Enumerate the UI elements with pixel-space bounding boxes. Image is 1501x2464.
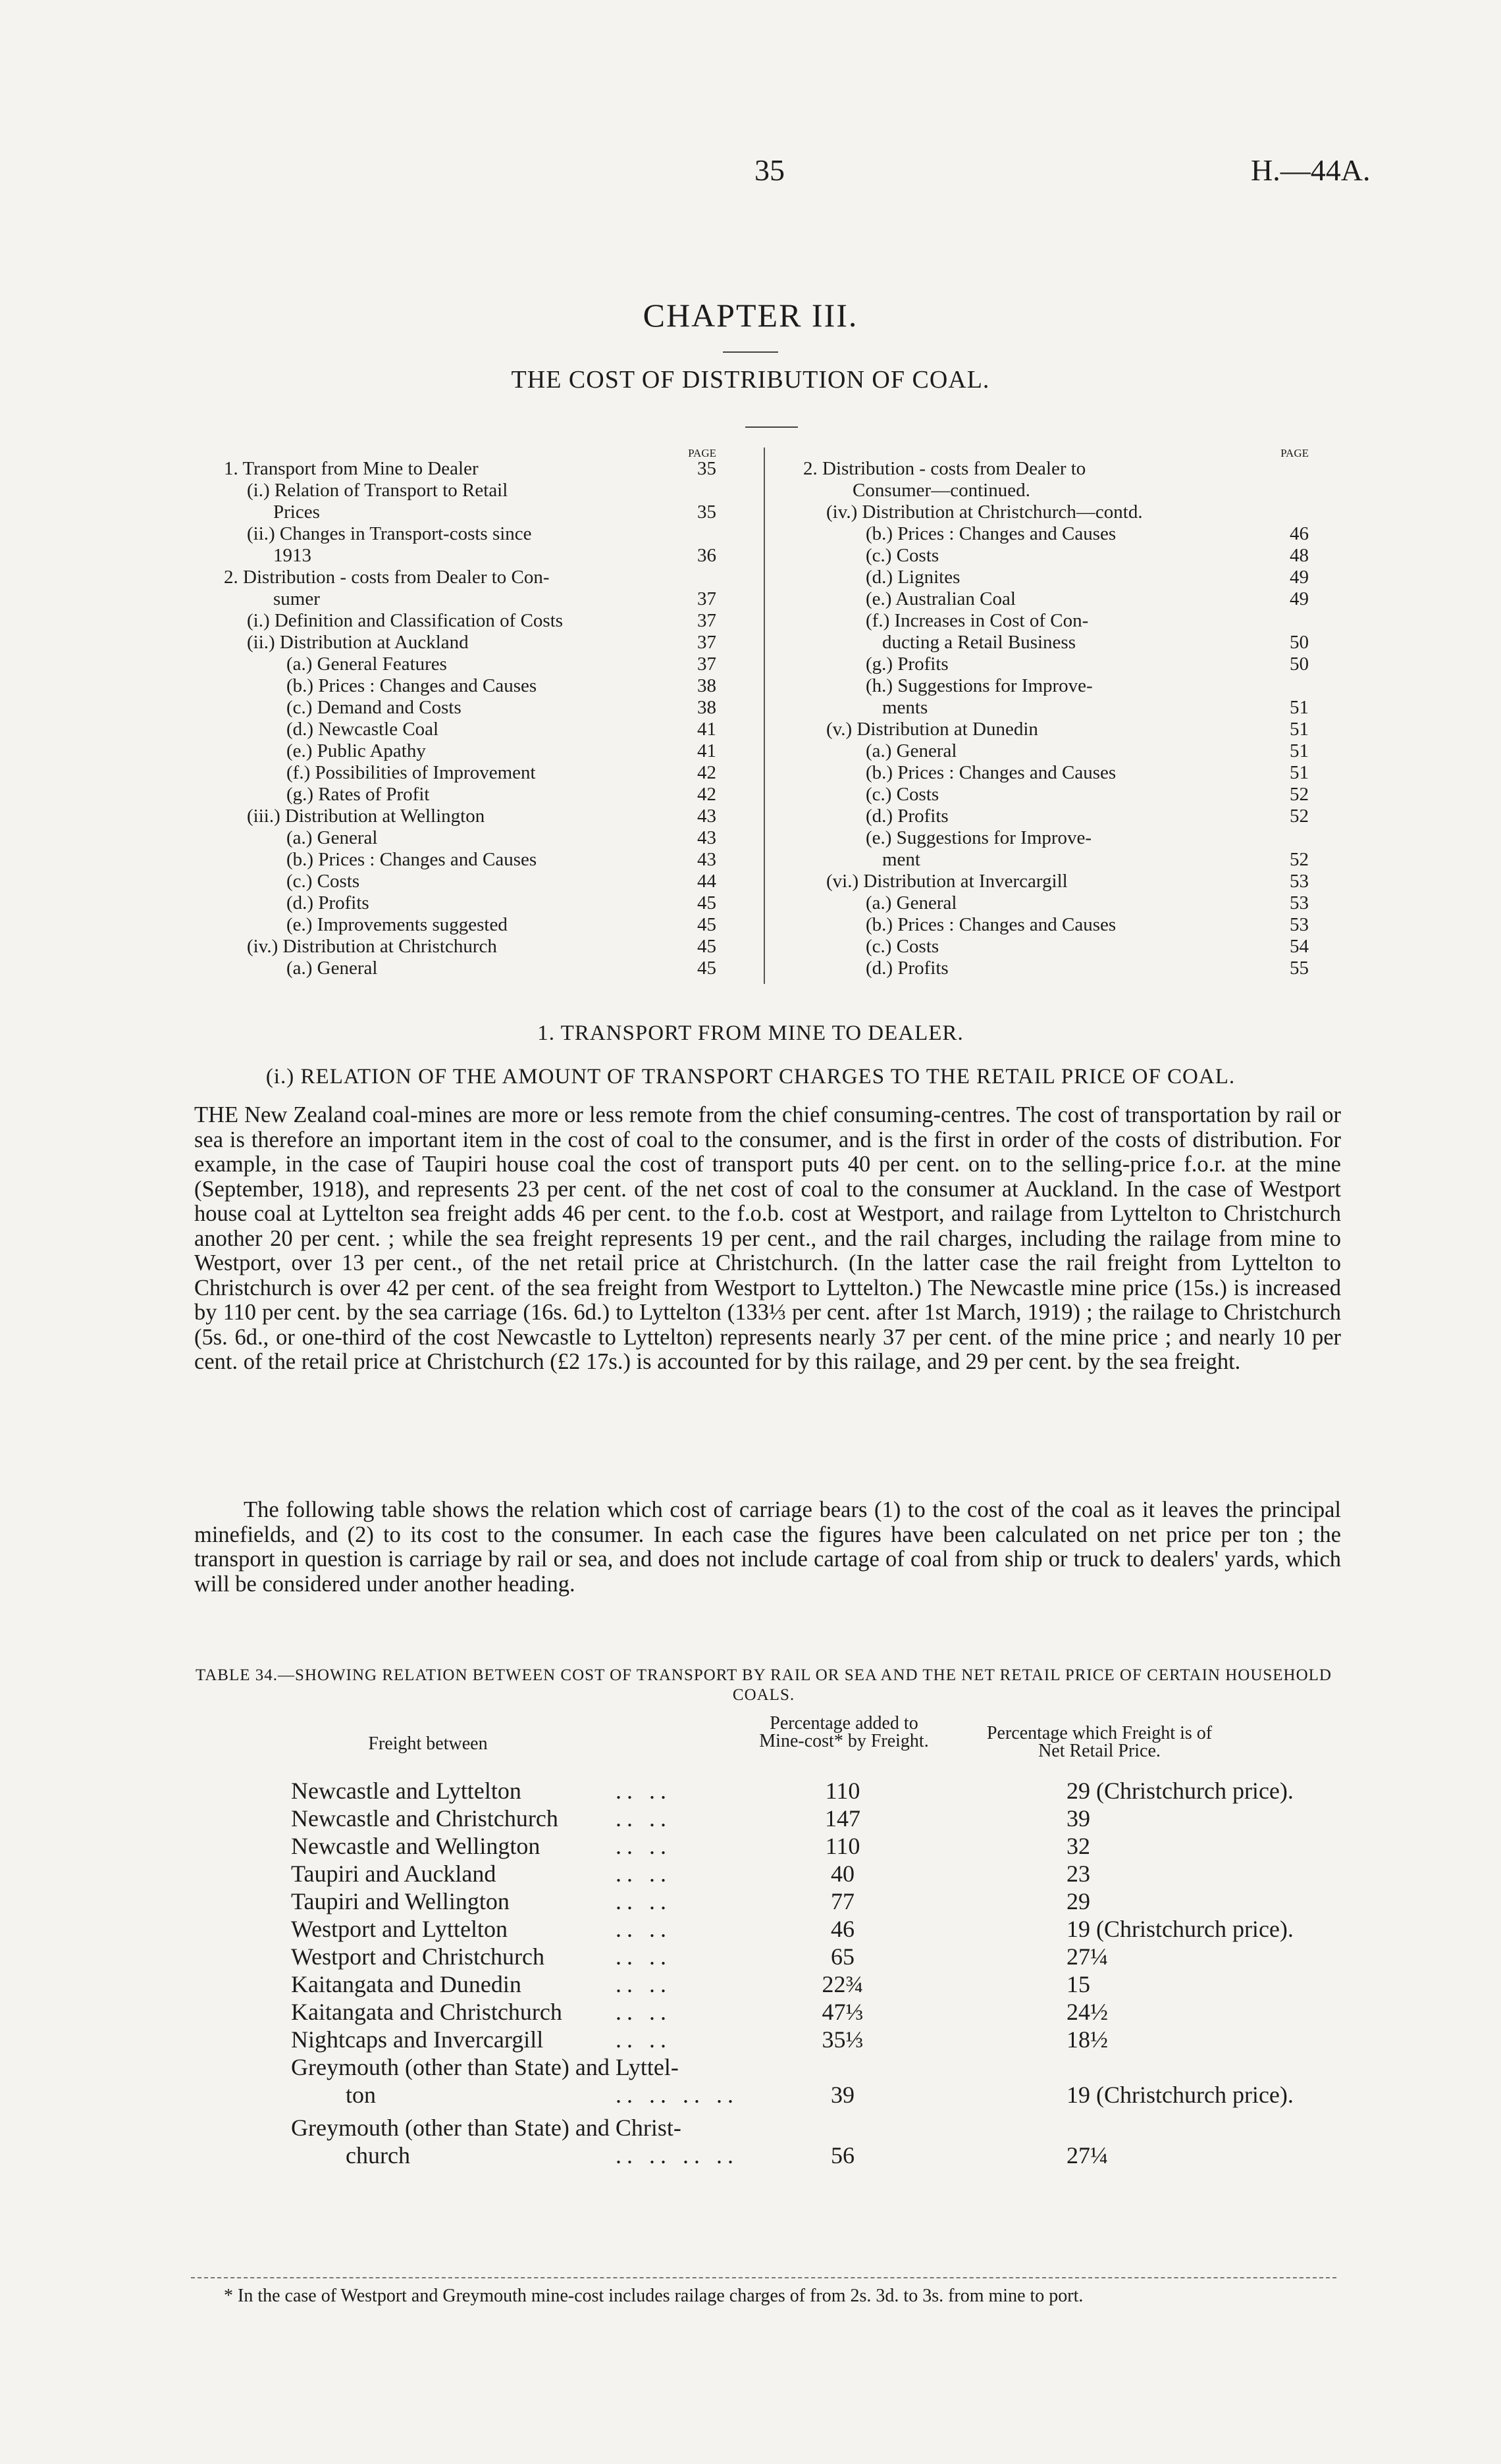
contents-entry-title: (a.) General Features (286, 654, 447, 675)
contents-entry-page: 51 (1290, 762, 1309, 783)
contents-entry-page: 51 (1290, 697, 1309, 718)
contents-entry (803, 654, 1309, 675)
contents-entry (803, 588, 1309, 610)
subsection-heading: (i.) RELATION OF THE AMOUNT OF TRANSPORT CHARGES TO THE RETAIL PRICE OF COAL. (265, 1065, 1236, 1089)
contents-entry (803, 827, 1309, 849)
chapter-title: CHAPTER III. (643, 297, 858, 334)
footnote-rule (191, 2277, 1336, 2278)
title-divider (723, 351, 778, 353)
contents-entry (803, 632, 1309, 654)
contents-entry-title: ment (882, 849, 920, 870)
contents-entry-title: (f.) Possibilities of Improvement (286, 762, 536, 783)
contents-entry (803, 849, 1309, 871)
contents-entry (803, 545, 1309, 567)
mine-cost-percentage: 65 (831, 1943, 855, 1970)
contents-entry-title: 2. Distribution - costs from Dealer to Con- (224, 567, 550, 588)
body-paragraph-2: The following table shows the relation which cost of carriage bears (1) to the cost of the coal as it leaves the principal minefields, and (2) to its cost to the consumer. In each case the figures have been calculated on net price per ton ; the transport in question is carriage by rail or sea, and does not include cartage of coal from ship or truck to dealers' yards, which will be considered under another heading. (194, 1497, 1341, 1597)
contents-entry-title: (b.) Prices : Changes and Causes (286, 675, 537, 696)
route-label: Westport and Lyttelton (291, 1916, 508, 1942)
leader-dots: .. .. .. .. (616, 2082, 739, 2108)
contents-entry (224, 697, 716, 719)
contents-entry-page: 37 (697, 632, 716, 653)
contents-entry-title: 1913 (273, 545, 311, 566)
contents-entry-page: 48 (1290, 545, 1309, 566)
table-row (0, 1915, 1501, 1943)
contents-entry-title: (d.) Profits (286, 892, 369, 913)
mine-cost-percentage: 147 (825, 1805, 860, 1832)
leader-dots: .. .. (616, 2026, 672, 2053)
route-label: Westport and Christchurch (291, 1943, 545, 1970)
contents-entry-page: 42 (697, 784, 716, 805)
contents-entry-title: (h.) Suggestions for Improve- (866, 675, 1093, 696)
contents-entry (803, 675, 1309, 697)
contents-entry-page: 44 (697, 871, 716, 892)
table-row (0, 1777, 1501, 1805)
table-row (0, 1887, 1501, 1915)
contents-entry-page: 43 (697, 849, 716, 870)
contents-left-column (224, 442, 716, 979)
contents-entry (803, 784, 1309, 806)
table-footnote: * In the case of Westport and Greymouth mine-cost includes railage charges of from 2s. 3d. to 3s. from mine to port. (224, 2286, 1084, 2306)
contents-entry-title: (b.) Prices : Changes and Causes (866, 914, 1117, 935)
route-label-continuation: ton (346, 2082, 377, 2108)
leader-dots: .. .. (616, 1999, 672, 2025)
contents-entry-title: (d.) Profits (866, 806, 949, 827)
contents-divider (764, 448, 765, 984)
contents-entry (224, 675, 716, 697)
contents-entry (803, 958, 1309, 979)
contents-right-column (803, 442, 1309, 979)
contents-entry-page: 37 (697, 654, 716, 675)
contents-entry-title: (b.) Prices : Changes and Causes (866, 523, 1117, 544)
contents-entry-title: (c.) Costs (286, 871, 360, 892)
contents-entry-page: 52 (1290, 806, 1309, 827)
contents-entry (224, 480, 716, 501)
contents-entry-page: 38 (697, 675, 716, 696)
table-row (0, 1943, 1501, 1970)
leader-dots: .. .. (616, 1888, 672, 1914)
contents-entry (224, 740, 716, 762)
contents-entry-page: 52 (1290, 849, 1309, 870)
table-row (0, 1805, 1501, 1832)
route-label: Kaitangata and Christchurch (291, 1999, 562, 2025)
contents-entry (224, 871, 716, 892)
contents-entry-page: 54 (1290, 936, 1309, 957)
contents-entry (224, 762, 716, 784)
contents-entry-page: 55 (1290, 958, 1309, 979)
contents-entry-title: (a.) General (286, 958, 378, 979)
contents-entry-title: (d.) Profits (866, 958, 949, 979)
contents-entry-title: (c.) Costs (866, 936, 939, 957)
contents-entry-title: (a.) General (866, 740, 957, 761)
contents-entry (803, 762, 1309, 784)
page-column-heading: PAGE (688, 447, 716, 459)
contents-entry (224, 827, 716, 849)
contents-entry-page: 52 (1290, 784, 1309, 805)
page-column-heading: PAGE (1280, 447, 1309, 459)
retail-price-percentage: 19 (Christchurch price). (1066, 2082, 1294, 2108)
retail-price-percentage: 19 (Christchurch price). (1066, 1916, 1294, 1942)
contents-entry (224, 892, 716, 914)
table-row-continuation (0, 2142, 1501, 2169)
contents-entry (224, 501, 716, 523)
mine-cost-percentage: 47⅓ (822, 1999, 864, 2025)
contents-entry-title: Prices (273, 501, 320, 523)
contents-entry-title: (b.) Prices : Changes and Causes (866, 762, 1117, 783)
contents-entry-title: (iv.) Distribution at Christchurch (247, 936, 497, 957)
contents-entry (224, 588, 716, 610)
contents-entry (224, 567, 716, 588)
table-row (0, 1860, 1501, 1887)
contents-entry (803, 480, 1309, 501)
contents-entry-page: 45 (697, 958, 716, 979)
route-label: Newcastle and Christchurch (291, 1805, 558, 1832)
contents-entry-page: 50 (1290, 632, 1309, 653)
route-label: Taupiri and Wellington (291, 1888, 510, 1914)
route-label: Newcastle and Wellington (291, 1833, 540, 1859)
contents-entry (803, 914, 1309, 936)
contents-entry (803, 871, 1309, 892)
retail-price-percentage: 27¼ (1066, 2142, 1108, 2169)
contents-entry-title: (v.) Distribution at Dunedin (826, 719, 1038, 740)
mine-cost-percentage: 77 (831, 1888, 855, 1914)
contents-entry-page: 49 (1290, 567, 1309, 588)
contents-entry-title: (e.) Australian Coal (866, 588, 1016, 609)
subtitle-divider (745, 426, 798, 428)
contents-entry (224, 523, 716, 545)
contents-entry-page: 36 (697, 545, 716, 566)
contents-entry (803, 719, 1309, 740)
column-header-freight: Freight between (368, 1733, 488, 1754)
retail-price-percentage: 24½ (1066, 1999, 1108, 2025)
contents-entry-page: 51 (1290, 740, 1309, 761)
contents-entry-title: (g.) Profits (866, 654, 949, 675)
route-label: Nightcaps and Invercargill (291, 2026, 544, 2053)
contents-entry-title: (a.) General (866, 892, 957, 913)
mine-cost-percentage: 35⅓ (822, 2026, 864, 2053)
leader-dots: .. .. (616, 1971, 672, 1997)
contents-entry-title: Consumer—continued. (853, 480, 1030, 501)
contents-entry-title: (c.) Costs (866, 545, 939, 566)
contents-entry (224, 849, 716, 871)
contents-entry-page: 42 (697, 762, 716, 783)
contents-entry (224, 545, 716, 567)
contents-entry (803, 892, 1309, 914)
table-row (0, 2114, 1501, 2142)
retail-price-percentage: 29 (Christchurch price). (1066, 1778, 1294, 1804)
contents-entry-title: (iii.) Distribution at Wellington (247, 806, 485, 827)
contents-entry-page: 53 (1290, 871, 1309, 892)
leader-dots: .. .. (616, 1805, 672, 1832)
table-row (0, 1998, 1501, 2026)
retail-price-percentage: 27¼ (1066, 1943, 1108, 1970)
table-row (0, 2026, 1501, 2053)
leader-dots: .. .. .. .. (616, 2142, 739, 2169)
page-number: 35 (754, 153, 785, 187)
leader-dots: .. .. (616, 1861, 672, 1887)
contents-entry-title: (f.) Increases in Cost of Con- (866, 610, 1089, 631)
retail-price-percentage: 39 (1066, 1805, 1090, 1832)
column-header-retail-price: Percentage which Freight is of Net Retail Price. (986, 1723, 1213, 1761)
mine-cost-percentage: 40 (831, 1861, 855, 1887)
contents-entry-title: (g.) Rates of Profit (286, 784, 430, 805)
retail-price-percentage: 29 (1066, 1888, 1090, 1914)
mine-cost-percentage: 46 (831, 1916, 855, 1942)
body-paragraph-1: THE New Zealand coal-mines are more or less remote from the chief consuming-centres. The cost of transportation by rail or sea is therefore an important item in the cost of coal to the consumer, and is the first in order of the costs of distribution. For example, in the case of Taupiri house coal the cost of transport puts 40 per cent. on to the selling-price f.o.r. at the mine (September, 1918), and represents 23 per cent. of the net cost of coal to the consumer at Auckland. In the case of Westport house coal at Lyttelton sea freight adds 46 per cent. to the f.o.b. cost at Westport, and railage from Lyttelton to Christchurch another 20 per cent. ; while the sea freight represents 19 per cent., and the rail charges, including the railage from mine to Westport, over 13 per cent., of the net retail price at Christchurch. (In the latter case the rail freight from Lyttelton to Christchurch is over 42 per cent. of the sea freight from Westport to Lyttelton.) The Newcastle mine price (15s.) is increased by 110 per cent. by the sea carriage (16s. 6d.) to Lyttelton (133⅓ per cent. after 1st March, 1919) ; the railage to Christchurch (5s. 6d., or one-third of the cost Newcastle to Lyttelton) represents nearly 37 per cent. of the mine price ; and nearly 10 per cent. of the retail price at Christchurch (£2 17s.) is accounted for by this railage, and 29 per cent. by the sea freight. (194, 1102, 1341, 1374)
mine-cost-percentage: 39 (831, 2082, 855, 2108)
contents-entry (224, 958, 716, 979)
contents-entry-page: 45 (697, 936, 716, 957)
section-heading: 1. TRANSPORT FROM MINE TO DEALER. (537, 1021, 964, 1045)
leader-dots: .. .. (616, 1916, 672, 1942)
contents-entry (803, 567, 1309, 588)
chapter-subtitle: THE COST OF DISTRIBUTION OF COAL. (511, 366, 990, 394)
contents-entry-title: (c.) Demand and Costs (286, 697, 461, 718)
contents-entry-page: 43 (697, 806, 716, 827)
contents-entry (224, 806, 716, 827)
route-label: Kaitangata and Dunedin (291, 1971, 521, 1997)
contents-entry-title: (c.) Costs (866, 784, 939, 805)
contents-entry-title: (d.) Newcastle Coal (286, 719, 439, 740)
contents-entry-title: (b.) Prices : Changes and Causes (286, 849, 537, 870)
leader-dots: .. .. (616, 1778, 672, 1804)
column-header-mine-cost: Percentage added to Mine-cost* by Freight. (759, 1713, 929, 1751)
contents-entry-title: (e.) Public Apathy (286, 740, 426, 761)
contents-entry-page: 51 (1290, 719, 1309, 740)
contents-entry (224, 654, 716, 675)
document-reference: H.—44A. (1251, 153, 1371, 187)
contents-entry-title: (e.) Suggestions for Improve- (866, 827, 1092, 848)
contents-entry-title: (ii.) Distribution at Auckland (247, 632, 469, 653)
retail-price-percentage: 18½ (1066, 2026, 1108, 2053)
contents-entry-page: 49 (1290, 588, 1309, 609)
contents-entry-title: (d.) Lignites (866, 567, 961, 588)
contents-entry (224, 914, 716, 936)
contents-entry (224, 936, 716, 958)
contents-entry-title: ducting a Retail Business (882, 632, 1076, 653)
contents-entry-page: 46 (1290, 523, 1309, 544)
table-row-continuation (0, 2081, 1501, 2109)
contents-entry-title: (i.) Definition and Classification of Costs (247, 610, 564, 631)
table-row (0, 2053, 1501, 2081)
contents-entry-page: 35 (697, 458, 716, 479)
contents-entry-page: 41 (697, 719, 716, 740)
contents-entry (803, 610, 1309, 632)
contents-entry-page: 35 (697, 501, 716, 523)
mine-cost-percentage: 110 (825, 1778, 860, 1804)
leader-dots: .. .. (616, 1943, 672, 1970)
contents-entry-title: (ii.) Changes in Transport-costs since (247, 523, 532, 544)
contents-entry (803, 697, 1309, 719)
contents-entry (224, 632, 716, 654)
contents-entry (803, 740, 1309, 762)
route-label: Greymouth (other than State) and Lyttel- (291, 2054, 679, 2080)
contents-entry (803, 458, 1309, 480)
contents-entry-title: (e.) Improvements suggested (286, 914, 508, 935)
retail-price-percentage: 32 (1066, 1833, 1090, 1859)
contents-entry-title: sumer (273, 588, 320, 609)
contents-entry-page: 45 (697, 914, 716, 935)
contents-entry-page: 43 (697, 827, 716, 848)
route-label: Taupiri and Auckland (291, 1861, 496, 1887)
route-label: Greymouth (other than State) and Christ- (291, 2115, 681, 2141)
contents-entry-title: ments (882, 697, 928, 718)
contents-entry-page: 50 (1290, 654, 1309, 675)
route-label: Newcastle and Lyttelton (291, 1778, 521, 1804)
contents-entry-page: 37 (697, 610, 716, 631)
contents-entry (803, 501, 1309, 523)
mine-cost-percentage: 22¾ (822, 1971, 864, 1997)
contents-entry-title: (iv.) Distribution at Christchurch—contd. (826, 501, 1143, 523)
contents-entry-title: (a.) General (286, 827, 378, 848)
contents-entry-title: 1. Transport from Mine to Dealer (224, 458, 479, 479)
leader-dots: .. .. (616, 1833, 672, 1859)
contents-entry (803, 523, 1309, 545)
mine-cost-percentage: 110 (825, 1833, 860, 1859)
contents-entry-page: 41 (697, 740, 716, 761)
contents-entry-page: 37 (697, 588, 716, 609)
table-row (0, 1970, 1501, 1998)
contents-entry-page: 53 (1290, 914, 1309, 935)
contents-entry (224, 458, 716, 480)
table-caption: TABLE 34.—SHOWING RELATION BETWEEN COST OF TRANSPORT BY RAIL OR SEA AND THE NET RETAIL PRICE OF CERTAIN HOUSEHOLD COALS. (195, 1666, 1332, 1704)
table-row (0, 1832, 1501, 1860)
retail-price-percentage: 23 (1066, 1861, 1090, 1887)
contents-entry-page: 53 (1290, 892, 1309, 913)
contents-entry-page: 45 (697, 892, 716, 913)
contents-entry (803, 806, 1309, 827)
contents-entry (224, 784, 716, 806)
contents-entry (224, 610, 716, 632)
contents-entry-title: (i.) Relation of Transport to Retail (247, 480, 508, 501)
contents-entry-page: 38 (697, 697, 716, 718)
contents-entry-title: (vi.) Distribution at Invercargill (826, 871, 1068, 892)
contents-entry (803, 936, 1309, 958)
contents-entry-title: 2. Distribution - costs from Dealer to (803, 458, 1086, 479)
mine-cost-percentage: 56 (831, 2142, 855, 2169)
route-label-continuation: church (346, 2142, 410, 2169)
contents-entry (224, 719, 716, 740)
retail-price-percentage: 15 (1066, 1971, 1090, 1997)
